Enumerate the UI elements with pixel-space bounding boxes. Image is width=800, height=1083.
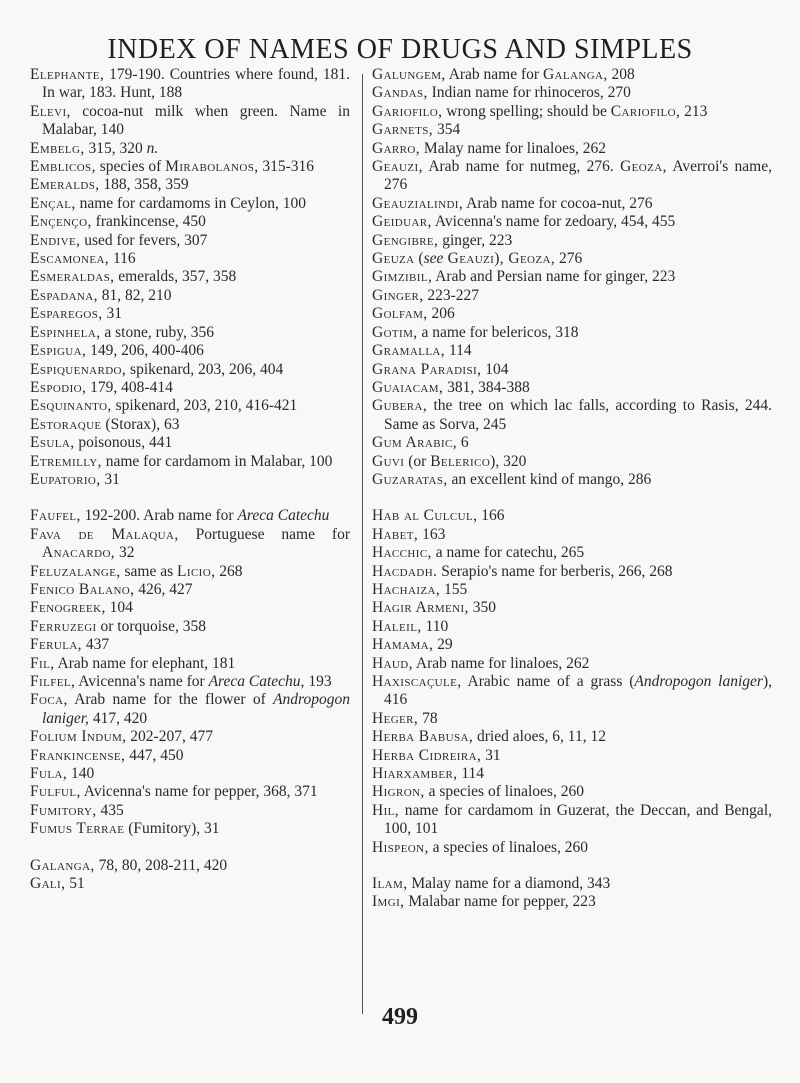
- index-entry: [30, 361, 350, 379]
- entry-text: Arab name for: [445, 66, 543, 83]
- entry-text: Averroi's name, 276: [384, 158, 772, 194]
- entry-text: Arab name for linaloes, 262: [412, 654, 590, 672]
- entry-text: Avicenna's name for: [75, 673, 209, 690]
- entry-headword: Geiduar,: [372, 213, 432, 231]
- entry-text: Arab name for cocoa-nut, 276: [463, 194, 653, 212]
- entry-crossref: Belerico: [430, 452, 491, 470]
- index-entry: [30, 140, 350, 158]
- entry-italic: Areca Catechu,: [208, 673, 305, 690]
- entry-text: ), 416: [384, 673, 772, 709]
- entry-text: the tree on which lac falls, according to Rasis, 244. Same as Sorva, 245: [384, 397, 772, 433]
- index-entry: [30, 397, 350, 415]
- entry-text: 206: [427, 305, 455, 323]
- entry-text: (or: [404, 452, 431, 470]
- entry-crossref: Mirabolanos,: [165, 158, 259, 176]
- index-entry: [30, 507, 350, 525]
- entry-text: 447, 450: [125, 746, 184, 764]
- entry-text: 350: [468, 599, 496, 617]
- entry-headword: Espigua,: [30, 342, 87, 360]
- entry-headword: Hiarxamber,: [372, 765, 458, 783]
- index-entry: [372, 875, 772, 893]
- entry-text: 163: [418, 525, 446, 543]
- entry-italic: see: [423, 250, 444, 268]
- index-entry: [30, 158, 350, 176]
- index-entry: [372, 471, 772, 489]
- entry-headword: Gimzibil,: [372, 268, 433, 286]
- entry-text: 179-190. Countries where found, 181. In war, 183. Hunt, 188: [42, 66, 350, 102]
- entry-headword: Habet,: [372, 525, 419, 543]
- entry-headword: Espodio,: [30, 378, 87, 396]
- index-entry: [30, 857, 350, 875]
- entry-text: 81, 82, 210: [97, 286, 172, 304]
- entry-headword: Garnets,: [372, 121, 434, 139]
- entry-headword: Estoraque: [30, 415, 102, 433]
- index-entry: [372, 287, 772, 305]
- entry-text: 32: [115, 544, 135, 562]
- entry-text: 110: [421, 617, 449, 635]
- index-entry: [30, 324, 350, 342]
- index-entry: [372, 250, 772, 268]
- entry-headword: Gali,: [30, 875, 66, 893]
- index-entry: [372, 361, 772, 379]
- entry-text: 155: [440, 580, 468, 598]
- index-entry: [372, 747, 772, 765]
- index-entry: [30, 416, 350, 434]
- index-entry: [30, 213, 350, 231]
- entry-italic: n.: [146, 139, 159, 157]
- entry-text: name for cardamom in Guzerat, the Deccan, and Bengal, 100, 101: [384, 801, 772, 838]
- entry-headword: Herba Babusa,: [372, 728, 474, 746]
- index-entry: [372, 121, 772, 139]
- entry-headword: Geauzi,: [372, 158, 423, 176]
- entry-headword: Fenico Balano,: [30, 580, 135, 598]
- entry-headword: Folium Indum,: [30, 728, 127, 746]
- entry-headword: Ginger,: [372, 286, 424, 304]
- entry-text: 193: [304, 673, 332, 690]
- index-entry: [372, 673, 772, 710]
- entry-text: 223-227: [423, 286, 480, 304]
- index-entry: [372, 581, 772, 599]
- index-entry: [30, 875, 350, 893]
- entry-text: Malay name for linaloes, 262: [420, 139, 606, 157]
- entry-text: 315, 320: [84, 139, 147, 157]
- entry-headword: Gotim,: [372, 323, 418, 341]
- index-entry: [30, 250, 350, 268]
- entry-headword: Gum Arabic,: [372, 434, 458, 452]
- entry-text: Avicenna's name for pepper, 368, 371: [80, 783, 318, 801]
- entry-headword: Galungem,: [372, 66, 446, 83]
- index-entry: [372, 103, 772, 121]
- entry-headword: Golfam,: [372, 305, 428, 323]
- entry-headword: Emeralds,: [30, 176, 100, 194]
- entry-headword: Hil,: [372, 801, 400, 819]
- index-entry: [372, 765, 772, 783]
- entry-text: 276: [555, 250, 583, 268]
- entry-text: 78: [418, 709, 438, 727]
- index-entry: [30, 471, 350, 489]
- entry-headword: Espinhela,: [30, 323, 101, 341]
- index-entry: [372, 232, 772, 250]
- entry-text: wrong spelling; should be: [442, 102, 611, 120]
- entry-text: a species of linaloes, 260: [428, 838, 589, 856]
- entry-text: 104: [481, 360, 509, 378]
- index-entry: [372, 526, 772, 544]
- entry-text: species of: [95, 158, 166, 176]
- entry-text: 208: [607, 66, 635, 83]
- index-entry: [30, 379, 350, 397]
- index-entry: [372, 599, 772, 617]
- index-entry: [372, 397, 772, 434]
- entry-headword: Galanga,: [30, 856, 95, 874]
- entry-headword: Heger,: [372, 709, 419, 727]
- entry-crossref: Geauzi), Geoza,: [443, 250, 556, 268]
- entry-headword: Elephante,: [30, 66, 105, 83]
- entry-text: 315-316: [258, 158, 315, 176]
- entry-headword: Faufel,: [30, 507, 81, 525]
- entry-text: used for fevers, 307: [80, 231, 208, 249]
- entry-headword: Higron,: [372, 783, 425, 801]
- section-gap: [30, 489, 350, 507]
- index-entry: [372, 268, 772, 286]
- entry-headword: Fenogreek,: [30, 599, 106, 617]
- index-entry: [372, 728, 772, 746]
- entry-text: Portuguese name for: [178, 525, 350, 543]
- entry-headword: Fumus Terrae: [30, 820, 125, 838]
- entry-text: 29: [433, 636, 453, 654]
- entry-headword: Ferruzegi: [30, 617, 97, 635]
- index-entry: [372, 783, 772, 801]
- index-entry: [30, 268, 350, 286]
- entry-text: 104: [105, 599, 133, 617]
- entry-text: Avicenna's name for zedoary, 454, 455: [431, 213, 676, 231]
- entry-headword: Endive,: [30, 231, 81, 249]
- index-entry: [372, 710, 772, 728]
- entry-italic: Areca Catechu: [237, 507, 330, 525]
- entry-headword: Geauzialindi,: [372, 194, 464, 212]
- entry-headword: Gandas,: [372, 84, 428, 102]
- entry-headword: Haud,: [372, 654, 413, 672]
- entry-text: a name for belericos, 318: [417, 323, 579, 341]
- section-gap: [30, 839, 350, 857]
- entry-text: or torquoise, 358: [96, 617, 206, 635]
- index-entry: [30, 434, 350, 452]
- entry-headword: Fula,: [30, 765, 68, 783]
- entry-text: dried aloes, 6, 11, 12: [473, 728, 606, 746]
- entry-headword: Guzaratas,: [372, 470, 448, 488]
- index-entry: [30, 581, 350, 599]
- entry-headword: Elevi,: [30, 102, 71, 120]
- entry-text: name for cardamom in Malabar, 100: [101, 452, 333, 470]
- entry-text: spikenard, 203, 206, 404: [126, 360, 284, 378]
- entry-headword: Hagir Armeni,: [372, 599, 469, 617]
- index-entry: [30, 287, 350, 305]
- index-entry: [30, 747, 350, 765]
- entry-headword: Esquinanto,: [30, 397, 112, 415]
- entry-text: 31: [102, 305, 122, 323]
- entry-text: 417, 420: [88, 709, 148, 727]
- entry-headword: Gubera,: [372, 397, 428, 415]
- index-entry: [30, 176, 350, 194]
- index-entry: [372, 563, 772, 581]
- index-entry: [372, 507, 772, 525]
- entry-headword: Esmeraldas,: [30, 268, 115, 286]
- index-entry: [30, 232, 350, 250]
- entry-headword: Geuza: [372, 250, 415, 268]
- index-entry: [372, 636, 772, 654]
- index-entry: [30, 655, 350, 673]
- entry-headword: Gramalla,: [372, 342, 446, 360]
- entry-crossref: Cariofilo,: [610, 102, 681, 120]
- index-entry: [30, 820, 350, 838]
- index-entry: [372, 453, 772, 471]
- entry-headword: Herba Cidreira,: [372, 746, 482, 764]
- entry-text: 435: [96, 801, 124, 819]
- entry-text: a species of linaloes, 260: [424, 783, 584, 801]
- entry-text: 149, 206, 400-406: [86, 342, 204, 360]
- entry-headword: Esula,: [30, 434, 75, 452]
- entry-text: 381, 384-388: [443, 378, 530, 396]
- page-title: INDEX OF NAMES OF DRUGS AND SIMPLES: [107, 34, 693, 65]
- index-entry: [372, 84, 772, 102]
- entry-text: 192-200. Arab name for: [80, 507, 238, 525]
- entry-text: a stone, ruby, 356: [100, 323, 215, 341]
- index-entry: [372, 618, 772, 636]
- entry-headword: Escamonea,: [30, 250, 110, 268]
- entry-text: 114: [445, 342, 472, 360]
- entry-text: 78, 80, 208-211, 420: [94, 856, 228, 874]
- entry-headword: Garro,: [372, 139, 421, 157]
- entry-text: Arab name for elephant, 181: [54, 654, 236, 672]
- index-entry: [30, 195, 350, 213]
- index-entry: [372, 158, 772, 195]
- entry-headword: Fil,: [30, 654, 55, 672]
- entry-text: Arab name for the flower of: [67, 691, 274, 709]
- column-divider: [362, 74, 363, 1014]
- section-gap: [372, 857, 772, 875]
- entry-text: Arab and Persian name for ginger, 223: [432, 268, 676, 286]
- entry-text: Malay name for a diamond, 343: [407, 875, 611, 893]
- entry-text: emeralds, 357, 358: [114, 268, 237, 286]
- entry-text: 354: [433, 121, 461, 139]
- entry-text: (Storax), 63: [101, 415, 180, 433]
- entry-headword: Hamama,: [372, 636, 434, 654]
- entry-text: Arabic name of a grass (: [461, 673, 635, 690]
- entry-text: 426, 427: [134, 580, 193, 598]
- entry-text: 114: [457, 765, 485, 783]
- index-entry: [372, 324, 772, 342]
- index-entry: [30, 103, 350, 140]
- index-entry: [372, 140, 772, 158]
- entry-headword: Ençal,: [30, 194, 76, 212]
- index-entry: [30, 691, 350, 728]
- index-entry: [30, 305, 350, 323]
- entry-text: same as: [120, 562, 178, 580]
- entry-headword: Hab al Culcul,: [372, 507, 478, 525]
- page-number: 499: [382, 1004, 418, 1030]
- entry-text: name for cardamoms in Ceylon, 100: [75, 194, 306, 212]
- entry-text: ), 320: [490, 452, 527, 470]
- entry-headword: Hacchic,: [372, 544, 432, 562]
- index-entry: [30, 342, 350, 360]
- index-entry: [372, 66, 772, 84]
- index-entry: [30, 66, 350, 103]
- entry-headword: Filfel,: [30, 673, 76, 690]
- entry-text: an excellent kind of mango, 286: [447, 470, 652, 488]
- entry-text: 188, 358, 359: [99, 176, 189, 194]
- entry-headword: Feluzalange,: [30, 562, 121, 580]
- entry-headword: Espiquenardo,: [30, 360, 127, 378]
- index-entry: [30, 673, 350, 691]
- entry-text: spikenard, 203, 210, 416-421: [111, 397, 298, 415]
- index-entry: [372, 305, 772, 323]
- entry-crossref: Licio,: [177, 562, 216, 580]
- entry-headword: Grana Paradisi,: [372, 360, 482, 378]
- entry-headword: Embelg,: [30, 139, 85, 157]
- entry-text: Serapio's name for berberis, 266, 268: [437, 562, 673, 580]
- entry-text: (Fumitory), 31: [124, 820, 220, 838]
- left-column: [30, 66, 350, 893]
- entry-text: 213: [680, 102, 708, 120]
- index-entry: [372, 839, 772, 857]
- entry-headword: Hacdadh.: [372, 562, 438, 580]
- entry-text: 31: [481, 746, 501, 764]
- index-entry: [372, 893, 772, 911]
- entry-headword: Frankincense,: [30, 746, 126, 764]
- index-entry: [30, 765, 350, 783]
- index-entry: [30, 526, 350, 563]
- entry-headword: Emblicos,: [30, 158, 96, 176]
- index-entry: [30, 802, 350, 820]
- index-entry: [30, 563, 350, 581]
- entry-headword: Guaiacam,: [372, 378, 444, 396]
- entry-text: (: [414, 250, 424, 268]
- entry-crossref: Geoza,: [620, 158, 667, 176]
- entry-headword: Gariofilo,: [372, 102, 443, 120]
- entry-crossref: Galanga,: [542, 66, 608, 83]
- entry-text: 116: [109, 250, 136, 268]
- entry-headword: Haxiscaçule,: [372, 673, 462, 690]
- index-entry: [30, 618, 350, 636]
- entry-text: poisonous, 441: [74, 434, 173, 452]
- entry-italic: Andropogon laniger: [634, 673, 763, 690]
- entry-italic: Andropogon laniger,: [42, 691, 350, 727]
- index-entry: [30, 599, 350, 617]
- entry-headword: Fulful,: [30, 783, 81, 801]
- index-entry: [372, 655, 772, 673]
- entry-headword: Esparegos,: [30, 305, 103, 323]
- entry-headword: Foca,: [30, 691, 68, 709]
- index-entry: [30, 728, 350, 746]
- entry-headword: Hispeon,: [372, 838, 429, 856]
- entry-text: 140: [67, 765, 95, 783]
- index-entry: [372, 195, 772, 213]
- entry-headword: Guvi: [372, 452, 405, 470]
- index-entry: [372, 342, 772, 360]
- entry-headword: Haleil,: [372, 617, 422, 635]
- entry-headword: Etremilly,: [30, 452, 102, 470]
- index-entry: [372, 213, 772, 231]
- entry-text: a name for catechu, 265: [431, 544, 585, 562]
- entry-text: 31: [100, 470, 120, 488]
- entry-text: 437: [81, 636, 110, 654]
- entry-headword: Eupatorio,: [30, 470, 101, 488]
- index-entry: [372, 802, 772, 839]
- entry-headword: Gengibre,: [372, 231, 439, 249]
- index-entry: [372, 544, 772, 562]
- section-gap: [372, 489, 772, 507]
- entry-text: 166: [477, 507, 505, 525]
- right-column: [372, 66, 772, 912]
- entry-text: Arab name for nutmeg, 276.: [422, 158, 621, 176]
- entry-text: cocoa-nut milk when green. Name in Malabar, 140: [42, 102, 350, 139]
- entry-text: 202-207, 477: [126, 728, 213, 746]
- entry-headword: Hachaiza,: [372, 580, 441, 598]
- entry-headword: Fava de Malaqua,: [30, 525, 179, 543]
- index-entry: [30, 636, 350, 654]
- entry-headword: Ferula,: [30, 636, 82, 654]
- entry-text: 268: [215, 562, 243, 580]
- entry-text: Indian name for rhinoceros, 270: [427, 84, 631, 102]
- entry-headword: Imgi,: [372, 893, 405, 911]
- entry-text: frankincense, 450: [91, 213, 206, 231]
- entry-headword: Fumitory,: [30, 801, 97, 819]
- entry-text: ginger, 223: [438, 231, 513, 249]
- entry-text: 6: [457, 434, 469, 452]
- entry-headword: Espadana,: [30, 286, 98, 304]
- index-entry: [372, 379, 772, 397]
- entry-headword: Ençenço,: [30, 213, 92, 231]
- entry-headword: Ilam,: [372, 875, 408, 893]
- entry-text: 51: [65, 875, 85, 893]
- index-entry: [372, 434, 772, 452]
- entry-crossref: Anacardo,: [42, 544, 116, 562]
- entry-text: 179, 408-414: [86, 378, 173, 396]
- index-entry: [30, 453, 350, 471]
- entry-text: Malabar name for pepper, 223: [404, 893, 596, 911]
- index-entry: [30, 783, 350, 801]
